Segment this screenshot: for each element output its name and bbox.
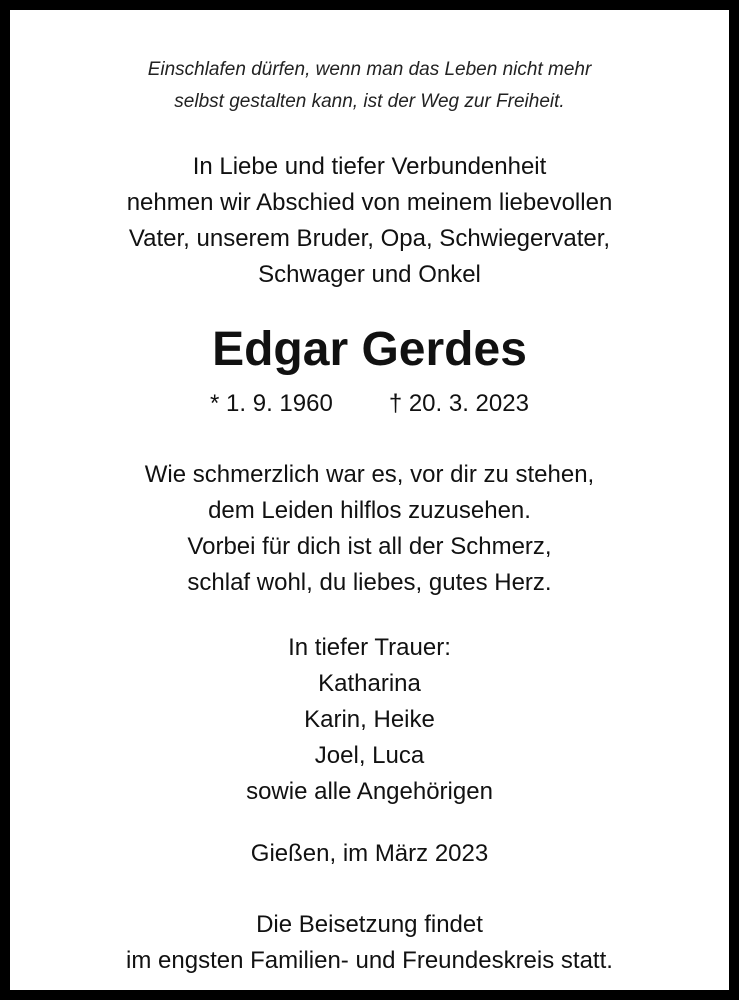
motto-line: Einschlafen dürfen, wenn man das Leben nicht mehr xyxy=(147,59,592,80)
poem-line: schlaf wohl, du liebes, gutes Herz. xyxy=(187,569,552,596)
poem-line: Wie schmerzlich war es, vor dir zu stehen, xyxy=(144,461,595,488)
intro-line: Schwager und Onkel xyxy=(258,261,481,288)
poem-line: dem Leiden hilflos zuzusehen. xyxy=(208,497,531,524)
mourner-name: Katharina xyxy=(318,670,421,697)
burial-notice xyxy=(10,907,729,979)
life-dates xyxy=(10,386,729,422)
intro-line: Vater, unserem Bruder, Opa, Schwiegervater, xyxy=(128,225,611,252)
deceased-name: Edgar Gerdes xyxy=(212,323,527,376)
poem-line: Vorbei für dich ist all der Schmerz, xyxy=(187,533,552,560)
motto-quote xyxy=(10,54,729,118)
mourners-heading: In tiefer Trauer: xyxy=(288,634,451,661)
poem xyxy=(10,457,729,601)
burial-line: Die Beisetzung findet xyxy=(256,911,483,938)
intro-line: In Liebe und tiefer Verbundenheit xyxy=(192,153,547,180)
place-and-date: Gießen, im März 2023 xyxy=(250,840,489,867)
mourner-name: Karin, Heike xyxy=(304,706,435,733)
mourner-name: sowie alle Angehörigen xyxy=(246,778,493,805)
birth-date: * 1. 9. 1960 xyxy=(210,390,333,417)
death-date: † 20. 3. 2023 xyxy=(388,390,529,417)
mourners-list xyxy=(10,630,729,810)
intro-text xyxy=(10,149,729,293)
motto-line: selbst gestalten kann, ist der Weg zur Freiheit. xyxy=(174,91,565,112)
intro-line: nehmen wir Abschied von meinem liebevollen xyxy=(126,189,613,216)
mourner-name: Joel, Luca xyxy=(314,742,425,769)
burial-line: im engsten Familien- und Freundeskreis statt. xyxy=(126,947,613,974)
